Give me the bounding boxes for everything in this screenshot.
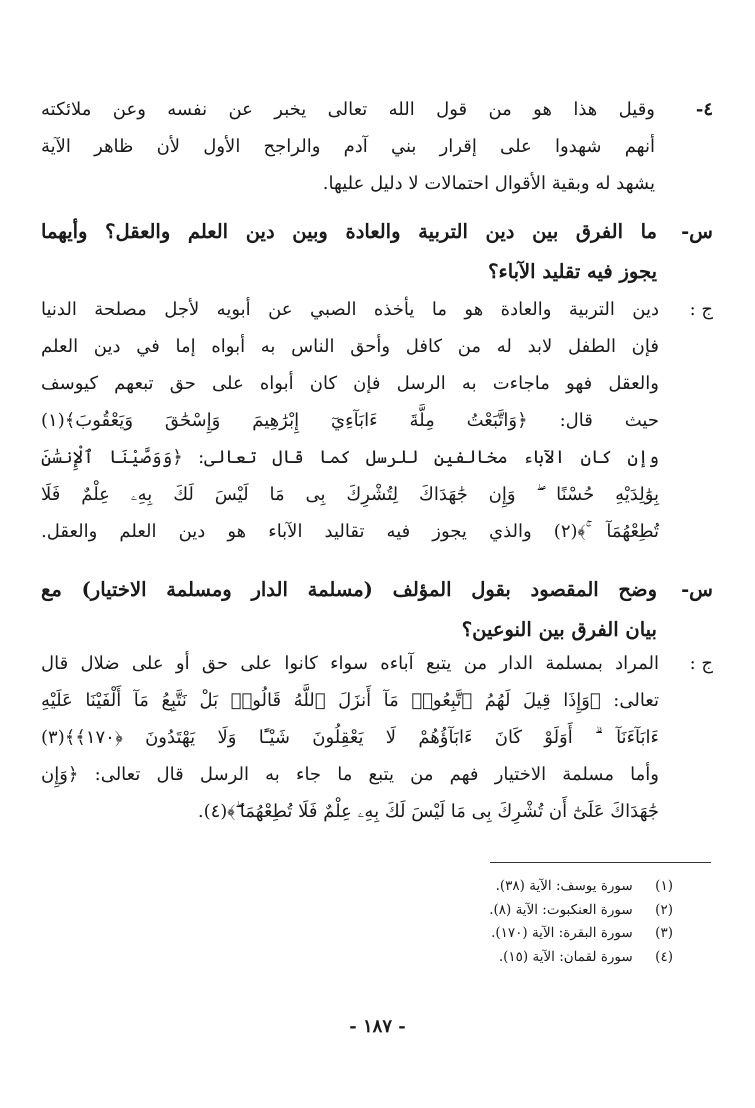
text-line: أنهم شهدوا على إقرار بني آدم والراجح الأول لأن ظاهر الآية: [41, 136, 655, 157]
text-line: المراد بمسلمة الدار من يتبع آباءه سواء كانوا على حق أو على ضلال قال: [41, 653, 659, 674]
text-line: وأما مسلمة الاختيار فهم من يتبع ما جاء به الرسل قال تعالى: ﴿وَإِن: [41, 764, 659, 785]
footnote-text: سورة البقرة: الآية (١٧٠).: [491, 925, 633, 941]
footnote-number: (١): [655, 878, 673, 894]
question-text: [41, 212, 657, 292]
footnote: [273, 875, 673, 899]
footnote-number: (٢): [655, 901, 673, 918]
footnote-number: (٤): [655, 948, 673, 965]
item-marker: ٤-: [695, 99, 713, 120]
item-text: [41, 91, 655, 202]
footnote-divider: [490, 862, 711, 863]
text-line: والعقل فهو ماجاءت به الرسل فإن كان أبواه على حق تبعهم كيوسف: [41, 373, 659, 394]
text-line: بِوَٰلِدَيْهِ حُسْنًا ۖ وَإِن جَٰهَدَاكَ لِتُشْرِكَ بِى مَا لَيْسَ لَكَ بِهِۦ عِلْمٌ فَلَا: [41, 484, 659, 505]
text-line: وإن كان الآباء مخالفين للرسل كما قال تعالى: ﴿وَوَصَّيْنَا ٱلْإِنسَٰنَ: [41, 447, 659, 468]
text-line: يجوز فيه تقليد الآباء؟: [488, 260, 657, 283]
question-marker: س-: [681, 220, 713, 243]
answer-text: [41, 645, 659, 830]
text-line: جَٰهَدَاكَ عَلَىٰٓ أَن تُشْرِكَ بِى مَا لَيْسَ لَكَ بِهِۦ عِلْمٌ فَلَا تُطِعْهُمَا ۖ﴾(٤).: [197, 801, 659, 822]
question-text: [41, 570, 657, 650]
footnote: [273, 946, 673, 970]
page-number: - ١٨٧ -: [349, 1016, 406, 1037]
footnote: [273, 899, 673, 923]
question-marker: س-: [681, 578, 713, 601]
text-line: حيث قال: ﴿وَاتَّبَعْتُ مِلَّةَ ءَابَآءِيٓ إِبْرَٰهِيمَ وَإِسْحَٰقَ وَيَعْقُوبَ﴾(١): [41, 410, 659, 431]
footnote-text: سورة يوسف: الآية (٣٨).: [495, 878, 633, 894]
text-line: وقيل هذا هو من قول الله تعالى يخبر عن نفسه وعن ملائكته: [41, 99, 655, 120]
question-1: [41, 212, 713, 292]
answer-1: [41, 291, 713, 550]
answer-marker: ج :: [689, 299, 713, 320]
text-line: تُطِعْهُمَآ ۚ﴾(٢) والذي يجوز فيه تقاليد الآباء هو دين العلم والعقل.: [41, 521, 659, 542]
answer-text: [41, 291, 659, 550]
footnote-text: سورة العنكبوت: الآية (٨).: [489, 901, 633, 918]
question-2: [41, 570, 713, 650]
text-line: فإن الطفل لابد له من كافل وأحق الناس به أبواه إما في دين العلم: [41, 336, 659, 357]
footnote: [273, 922, 673, 946]
text-line: ما الفرق بين دين التربية والعادة وبين دين العلم والعقل؟ وأيهما: [41, 220, 657, 243]
text-line: ءَابَآءَنَآ ۗ أَوَلَوْ كَانَ ءَابَآؤُهُمْ لَا يَعْقِلُونَ شَيْـًٔا وَلَا يَهْتَدُونَ ﴿١٧٠﴾﴾(٣): [41, 727, 659, 748]
text-line: تعالى: ﴿وَإِذَا قِيلَ لَهُمُ ٱتَّبِعُوا۟ مَآ أَنزَلَ ٱللَّهُ قَالُوا۟ بَلْ نَتَّبِعُ مَآ أَلْفَيْنَا عَلَيْهِ: [41, 690, 659, 711]
list-item-4: [41, 91, 713, 202]
answer-2: [41, 645, 713, 830]
footnote-number: (٣): [655, 925, 673, 941]
text-line: يشهد له وبقية الأقوال احتمالات لا دليل عليها.: [322, 173, 655, 194]
answer-marker: ج :: [689, 653, 713, 674]
footnote-text: سورة لقمان: الآية (١٥).: [498, 948, 633, 965]
text-line: بيان الفرق بين النوعين؟: [461, 618, 657, 641]
footnotes: [273, 875, 673, 969]
text-line: دين التربية والعادة هو ما يأخذه الصبي عن أبويه لأجل مصلحة الدنيا: [41, 299, 659, 320]
text-line: وضح المقصود بقول المؤلف (مسلمة الدار ومسلمة الاختيار) مع: [41, 578, 657, 601]
